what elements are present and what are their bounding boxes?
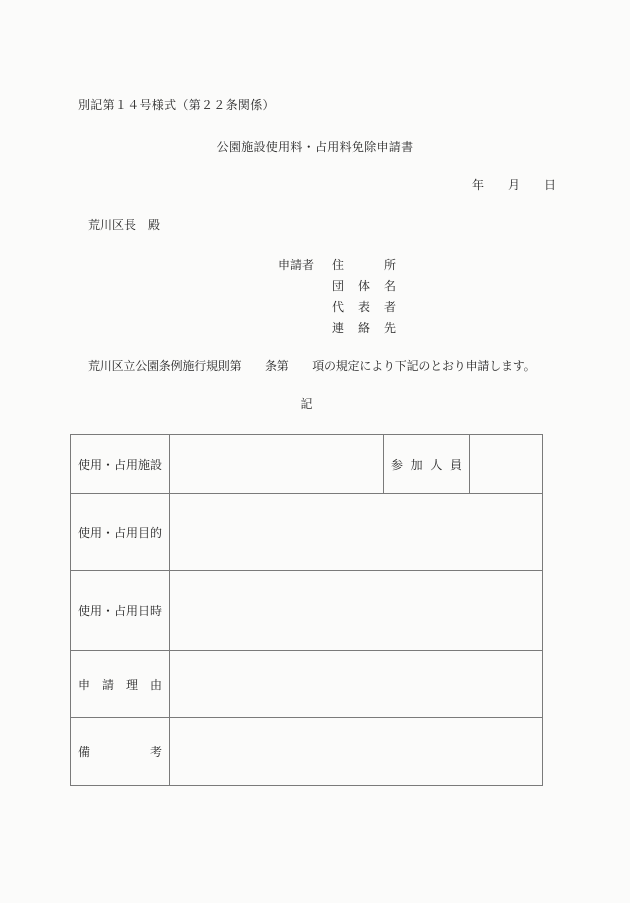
remarks-label: 備考 [78,745,162,759]
purpose-label-cell [71,494,170,570]
page-title: 公園施設使用料・占用料免除申請書 [216,140,414,154]
form-number: 別記第１４号様式（第２２条関係） [78,98,275,112]
applicant-label: 申請者 [278,258,315,272]
datetime-value-cell [170,571,542,650]
datetime-label-cell [71,571,170,650]
applicant-row-contact [278,317,396,338]
declaration-text: 荒川区立公園条例施行規則第 条第 項の規定により下記のとおり申請します。 [88,359,536,373]
applicant-row-organization [278,275,396,296]
address-field-label: 住所 [332,258,396,272]
addressee: 荒川区長 殿 [88,218,161,232]
purpose-value-cell [170,494,542,570]
date-line [472,176,556,193]
participants-label-cell [384,435,470,493]
facility-value-cell [170,435,384,493]
purpose-label: 使用・占用目的 [78,525,163,540]
representative-field-label: 代表者 [332,300,396,314]
applicant-row-representative [278,296,396,317]
table-row-facility [71,435,542,494]
applicant-block [278,254,396,338]
contact-field-label: 連絡先 [332,321,396,335]
facility-label: 使用・占用施設 [78,457,163,472]
facility-label-cell [71,435,170,493]
participants-label: 参加人員 [391,457,462,472]
month-label: 月 [508,178,521,192]
day-label: 日 [544,178,557,192]
reason-value-cell [170,651,542,717]
table-row-datetime [71,571,542,651]
remarks-value-cell [170,718,542,785]
record-marker: 記 [300,397,313,411]
participants-value-cell [470,435,542,493]
datetime-label: 使用・占用日時 [78,604,163,618]
table-row-remarks [71,718,542,785]
year-label: 年 [472,178,485,192]
organization-field-label: 団体名 [332,279,396,293]
reason-label: 申請理由 [78,677,162,692]
table-row-purpose [71,494,542,571]
application-table [70,434,543,786]
remarks-label-cell [71,718,170,785]
applicant-row-address [278,254,396,275]
reason-label-cell [71,651,170,717]
table-row-reason [71,651,542,718]
